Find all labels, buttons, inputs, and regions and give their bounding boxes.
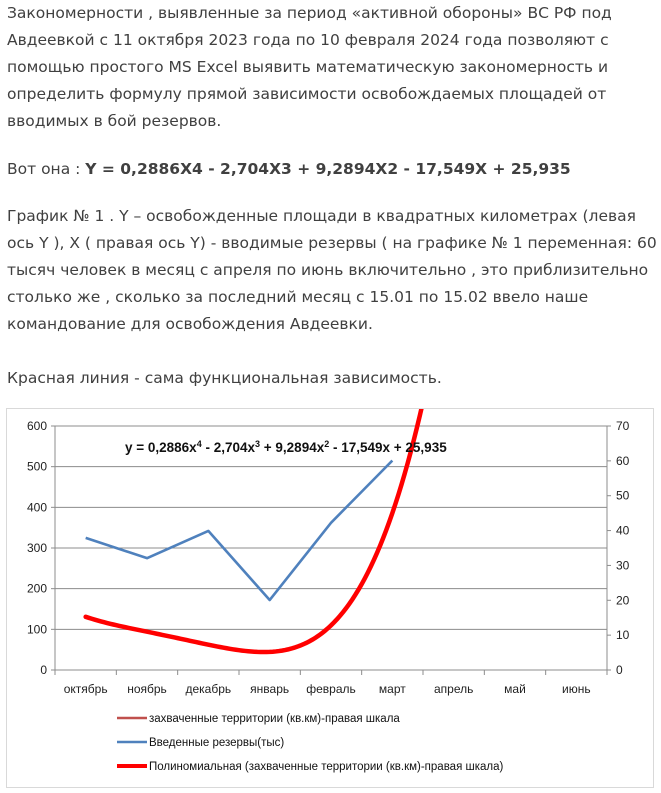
red-line-note-text: Красная линия - сама функциональная зависимость. [7, 369, 442, 387]
left-tick-label: 600 [26, 419, 47, 433]
category-tick-label: апрель [433, 682, 474, 696]
category-tick-label: ноябрь [127, 682, 167, 696]
legend [117, 713, 504, 773]
right-tick-label: 30 [616, 558, 630, 573]
right-tick-label: 0 [616, 663, 623, 677]
formula-paragraph [7, 156, 657, 183]
chart-svg [7, 409, 653, 787]
category-tick-label: декабрь [185, 682, 232, 696]
left-tick-label: 0 [40, 663, 47, 677]
category-tick-label: июнь [562, 682, 591, 696]
left-axis-ticks [27, 419, 47, 677]
category-tick-label: октябрь [63, 682, 108, 696]
category-axis-ticks [64, 682, 591, 696]
series-line-reserves [86, 461, 393, 600]
chart-frame [6, 408, 654, 788]
legend-label: Полиномиальная (захваченные территории (кв.км)-правая шкала) [149, 761, 504, 773]
formula-text: Y = 0,2886X4 - 2,704X3 + 9,2894X2 - 17,549X + 25,935 [85, 160, 571, 178]
right-tick-label: 20 [616, 593, 630, 608]
red-line-note-paragraph [7, 365, 657, 392]
right-tick-label: 10 [616, 628, 630, 643]
chart-description-paragraph [7, 203, 657, 338]
left-tick-label: 500 [26, 459, 47, 474]
intro-paragraph [7, 0, 657, 135]
category-tick-label: март [378, 682, 406, 696]
right-axis-ticks [616, 419, 630, 677]
left-tick-label: 400 [26, 500, 47, 515]
trendline-equation: $y = 0,2886x^4 - 2,704x^3 + 9,2894x^2 - 17,549x + 25,935$ [125, 439, 447, 455]
chart-description-text: График № 1 . Y – освобожденные площади в квадратных километрах (левая ось Y ), X ( правая ось Y) - вводимые резервы ( на графике № 1 переменная: 60 тысяч человек в месяц с апреля по июнь включительно , это приблизительно столько же , сколько за последний месяц с 15.01 по 15.02 ввело наше командование для освобождения Авдеевки. [7, 207, 657, 333]
left-tick-label: 100 [26, 622, 47, 637]
category-tick-label: январь [250, 682, 290, 696]
legend-label: захваченные территории (кв.км)-правая шкала [149, 713, 400, 725]
right-tick-label: 40 [616, 523, 630, 538]
formula-prefix: Вот она : [7, 160, 86, 178]
gridlines [51, 426, 611, 675]
legend-label: Введенные резервы(тыс) [149, 737, 285, 749]
right-tick-label: 50 [616, 488, 630, 503]
left-tick-label: 200 [26, 581, 47, 596]
category-tick-label: май [504, 682, 526, 696]
intro-text: Закономерности , выявленные за период «активной обороны» ВС РФ под Авдеевкой с 11 октября 2023 года по 10 февраля 2024 года позволяют с помощью простого MS Excel выявить математическую закономерность и определить формулу прямой зависимости освобождаемых площадей от вводимых в бой резервов. [7, 4, 612, 130]
right-tick-label: 70 [616, 419, 630, 433]
category-tick-label: февраль [306, 682, 356, 696]
right-tick-label: 60 [616, 453, 630, 468]
left-tick-label: 300 [26, 541, 47, 555]
